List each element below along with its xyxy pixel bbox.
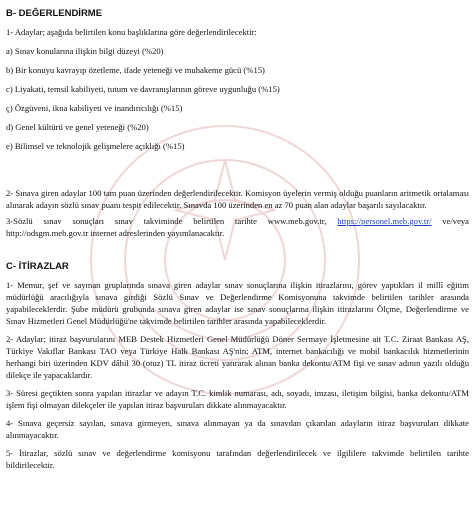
objection-paragraph: 3- Süresi geçtikten sonra yapılan itirazlar ve adayın T.C. kimlik numarası, adı, soyadı, imzası, iletişim bilgisi, banka dekontu/ATM işlem fişi olmayan dilekçeler ile yapılan itiraz başvuruları dikkate alınmayacaktır. — [6, 388, 469, 410]
personel-meb-link[interactable]: https://personel.meb.gov.tr/ — [337, 216, 432, 226]
objection-paragraph: 2- Adaylar; itiraz başvurularını MEB Destek Hizmetleri Genel Müdürlüğü Döner Sermaye İşletmesine ait T.C. Ziraat Bankası AŞ, Türkiye Vakıflar Bankası TAO veya Türkiye Halk Bankası AŞ'nin; ATM, internet bankacılığı ve mobil bankacılık hizmetlerinin herhangi biri üzerinden KDV dâhil 30 (otuz) TL itiraz ücreti yatırarak alınan banka dekontu/ATM fişi ve sınav adının yazılı olduğu dilekçe ile yapacaklardır. — [6, 334, 469, 380]
objection-paragraph: 4- Sınava geçersiz sayılan, sınava girmeyen, sınava alınmayan ya da sınavdan çıkarılan adayların itiraz başvuruları dikkate alınmayacaktır. — [6, 418, 469, 440]
criteria-item: d) Genel kültürü ve genel yeteneği (%20) — [6, 122, 149, 132]
criteria-item: e) Bilimsel ve teknolojik gelişmelere açıklığı (%15) — [6, 141, 185, 151]
results-text-before: 3-Sözlü sınav sonuçları sınav takviminde belirtilen tarihte www.meb.gov.tr, — [6, 216, 338, 226]
document-page — [6, 4, 469, 477]
criteria-item: a) Sınav konularına ilişkin bilgi düzeyi (%20) — [6, 46, 164, 56]
results-publication-paragraph — [6, 215, 469, 239]
criteria-list — [6, 45, 469, 152]
section-b-title: B- DEĞERLENDİRME — [6, 8, 103, 19]
objection-paragraph: 1- Memur, şef ve sayman gruplarında sınava giren adaylar sınav sonuçlarına ilişkin itirazlarını, görev yaptıkları il millî eğitim müdürlüğü aracılığıyla sınava girdiği Sözlü Sınav ve Değerlendirme Komisyonuna takvimde belirtilen tarihler arasında yapabileceklerdir. Şube müdürü grubunda sınava giren adaylar ise sınav sonuçlarına ilişkin itirazlarını Ölçme, Değerlendirme ve Sınav Hizmetleri Genel Müdürlüğü'ne takvimde belirtilen tarihler arasında yapabileceklerdir. — [6, 280, 469, 326]
criteria-item: b) Bir konuyu kavrayıp özetleme, ifade yeteneği ve muhakeme gücü (%15) — [6, 65, 265, 75]
section-c-title: C- İTİRAZLAR — [6, 261, 69, 272]
evaluation-score-paragraph: 2- Sınava giren adaylar 100 tam puan üzerinden değerlendirilecektir. Komisyon üyelerin vermiş olduğu puanların aritmetik ortalaması alınarak adayın sözlü sınav puanı tespit edilecektir. Sınavda 100 üzerinden en az 70 puan alan adaylar başarılı sayılacaktır. — [6, 188, 469, 210]
objection-paragraph: 5- İtirazlar, sözlü sınav ve değerlendirme komisyonu tarafından değerlendirilecek ve ilgililere takvimde belirtilen tarihte bildirilecektir. — [6, 448, 469, 470]
criteria-item: ç) Özgüveni, ikna kabiliyeti ve inandırıcılığı (%15) — [6, 103, 183, 113]
section-b-intro: 1- Adaylar; aşağıda belirtilen konu başlıklarına göre değerlendirilecektir: — [6, 27, 257, 37]
results-text-after: ve/veya http://odsgm.meb.gov.tr internet adreslerinden yayımlanacaktır. — [6, 216, 469, 238]
criteria-item: c) Liyakati, temsil kabiliyeti, tutum ve davranışlarının göreve uygunluğu (%15) — [6, 84, 280, 94]
